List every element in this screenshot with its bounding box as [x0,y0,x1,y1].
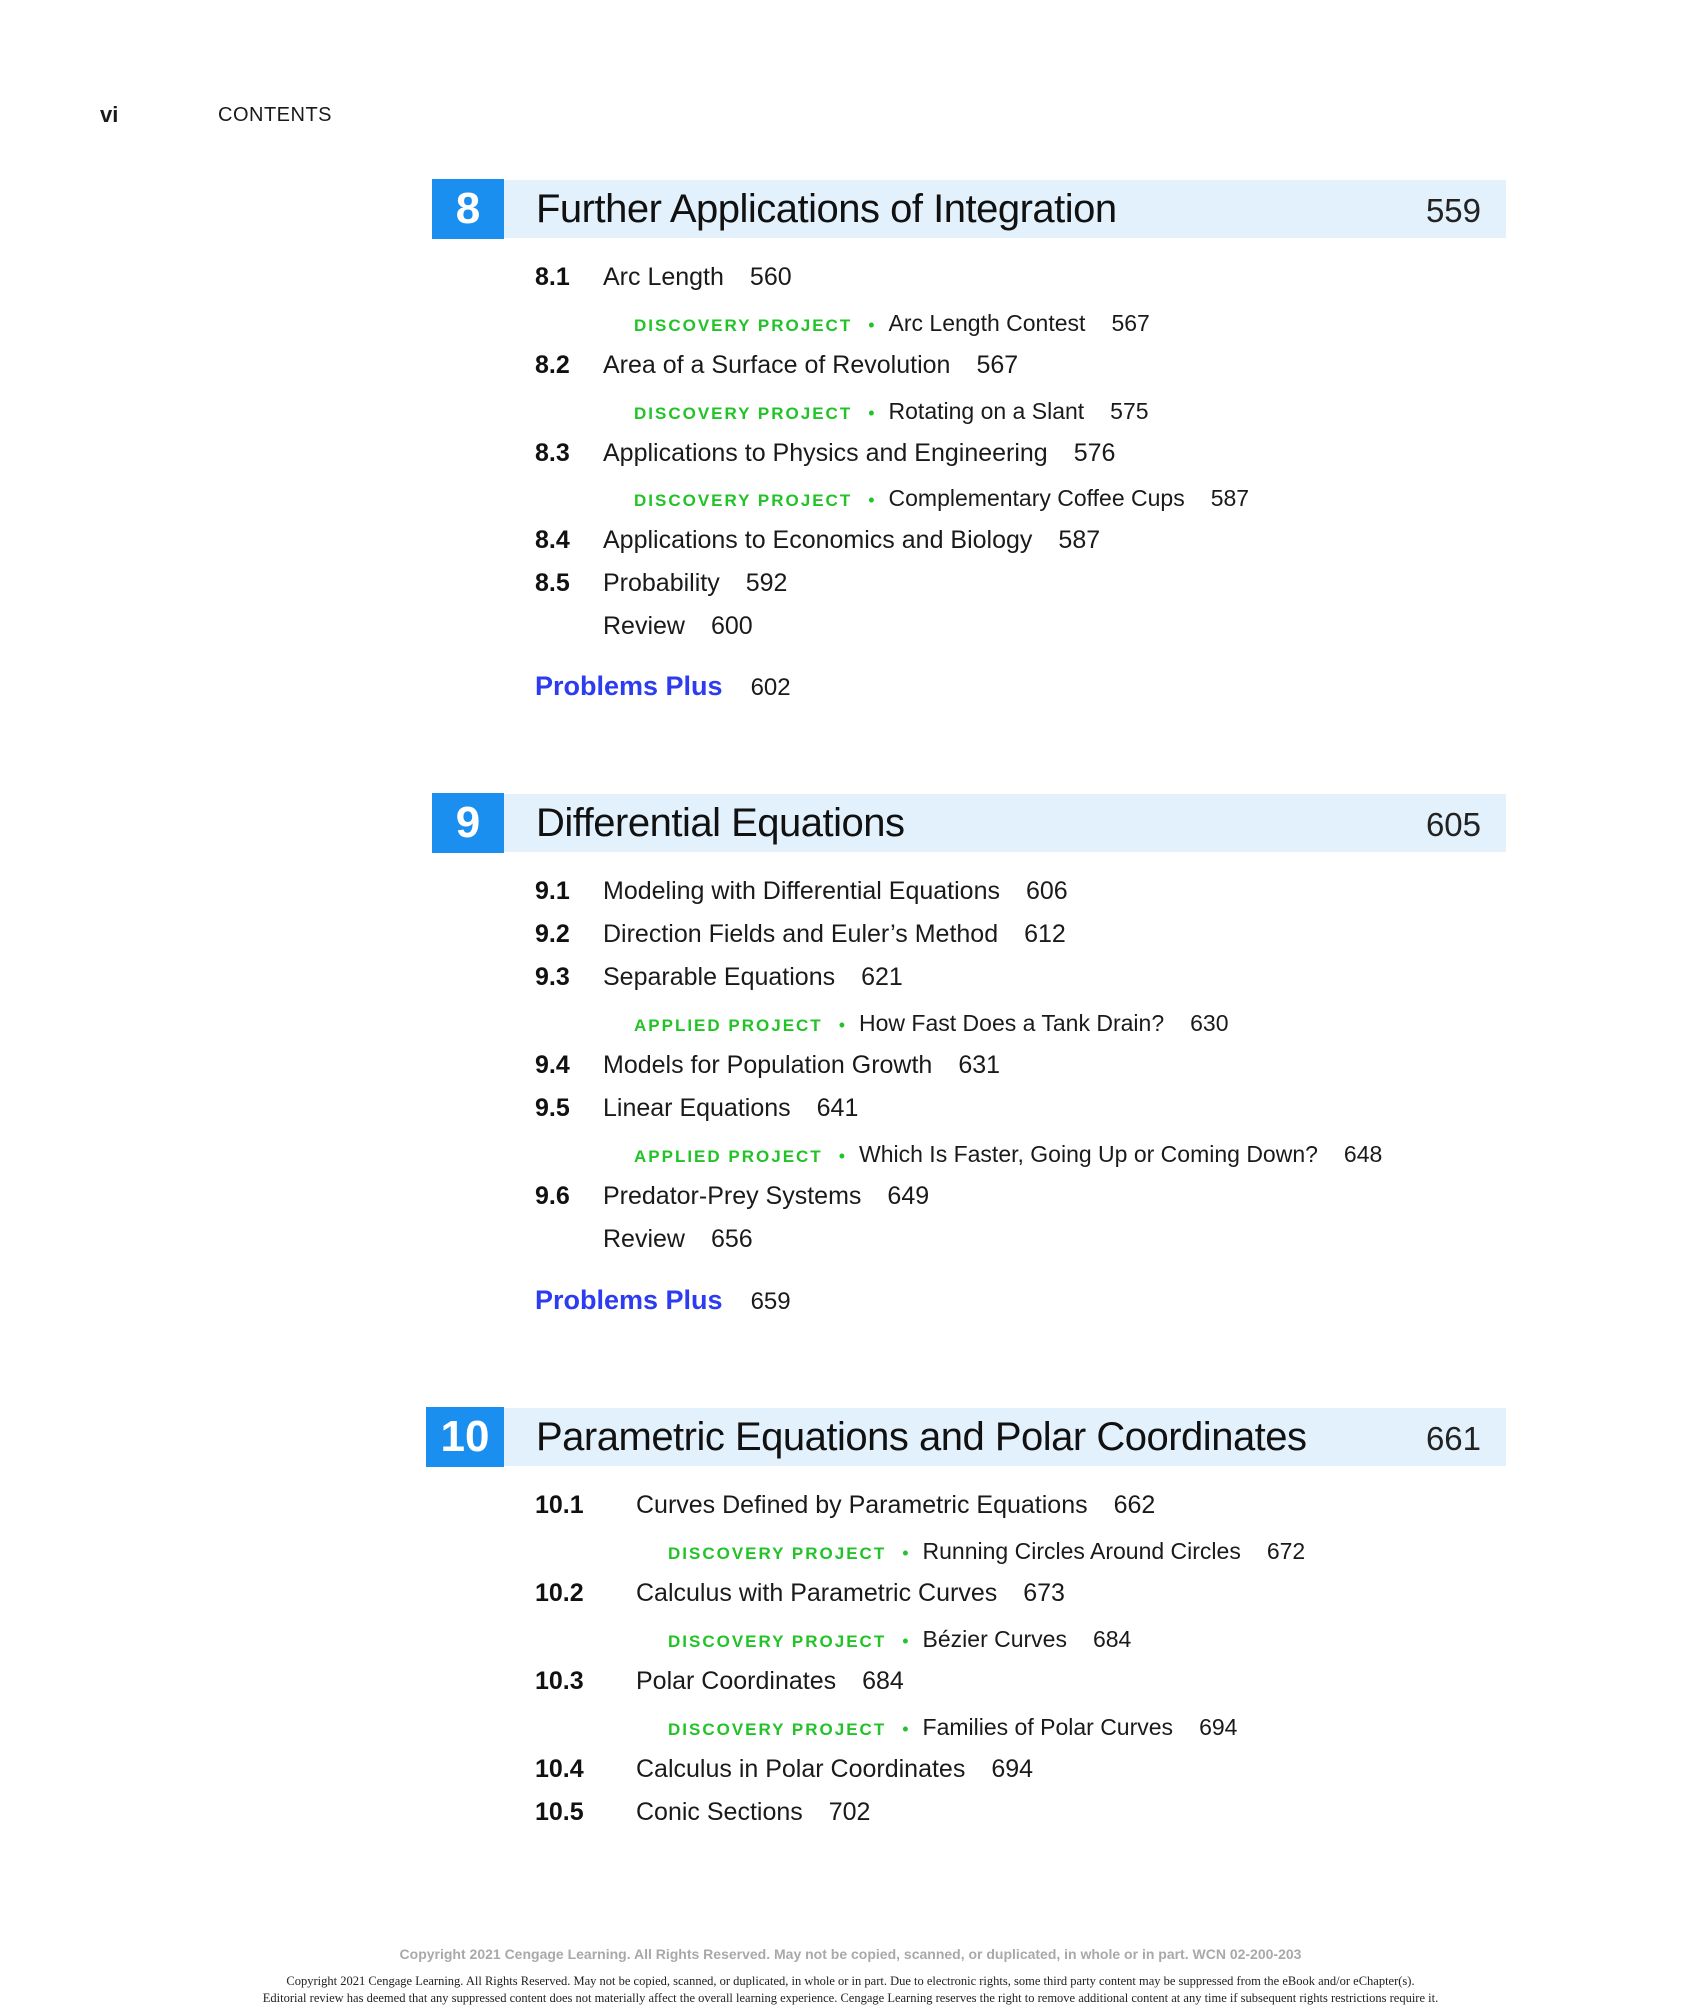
project-kind: DISCOVERY PROJECT [668,1720,887,1739]
project-page: 630 [1190,1010,1229,1036]
bullet-icon: • [868,490,875,510]
section-page: 600 [710,612,753,640]
bullet-icon: • [902,1543,909,1563]
toc-entry[interactable] [535,1667,904,1696]
project-page: 587 [1210,485,1250,511]
chapter-page: 559 [1425,192,1481,229]
project-kind: DISCOVERY PROJECT [634,404,853,423]
section-number: 9.2 [535,920,570,948]
project-title: Arc Length Contest [888,310,1086,336]
chapter-number: 9 [432,793,504,853]
section-title: Probability [603,569,720,597]
section-page: 606 [1026,877,1068,905]
section-page: 662 [1113,1491,1156,1519]
toc-entry[interactable] [535,920,1066,949]
section-number: 9.3 [535,963,570,991]
toc-entry-review[interactable] [603,612,753,641]
toc-entry[interactable] [535,1579,1065,1608]
section-title: Arc Length [603,263,724,291]
bullet-icon: • [868,403,875,423]
section-title: Area of a Surface of Revolution [603,351,951,379]
project-entry[interactable] [634,398,1149,425]
section-title: Applications to Physics and Engineering [603,439,1048,467]
chapter-title: Parametric Equations and Polar Coordinates [536,1415,1307,1459]
section-title: Separable Equations [603,963,836,991]
project-kind: APPLIED PROJECT [634,1147,823,1166]
section-number: 8.2 [535,351,570,379]
project-entry[interactable] [634,1141,1382,1168]
project-kind: DISCOVERY PROJECT [668,1632,887,1651]
section-title: Curves Defined by Parametric Equations [636,1491,1088,1519]
section-number: 10.2 [535,1579,584,1607]
bullet-icon: • [902,1719,909,1739]
toc-entry-review[interactable] [603,1225,753,1254]
copyright-notice-line: Editorial review has deemed that any suppressed content does not materially affect the overall learning experience. Cengage Learning reserves the right to remove additional content at any time if subsequent rights restrictions require it. [262,1991,1439,2005]
section-title: Review [603,612,685,640]
project-kind: DISCOVERY PROJECT [634,491,853,510]
copyright-watermark: Copyright 2021 Cengage Learning. All Rights Reserved. May not be copied, scanned, or duplicated, in whole or in part. WCN 02-200-203 [399,1946,1302,1962]
section-title: Polar Coordinates [636,1667,837,1695]
section-number: 10.4 [535,1755,584,1783]
chapter-page: 661 [1425,1420,1481,1457]
problems-plus-label: Problems Plus [535,1285,723,1315]
project-title: Complementary Coffee Cups [888,485,1185,511]
project-page: 694 [1199,1714,1238,1740]
section-number: 10.5 [535,1798,584,1826]
bullet-icon: • [902,1631,909,1651]
section-title: Direction Fields and Euler’s Method [603,920,999,948]
section-page: 576 [1073,439,1116,467]
section-title: Calculus in Polar Coordinates [636,1755,966,1783]
toc-entry[interactable] [535,1491,1156,1520]
copyright-notice [0,1973,1701,2007]
section-page: 592 [745,569,788,597]
section-number: 10.3 [535,1667,584,1695]
project-kind: DISCOVERY PROJECT [634,316,853,335]
bullet-icon: • [838,1146,846,1166]
project-page: 567 [1111,310,1150,336]
chapter-page: 605 [1425,806,1481,843]
toc-entry[interactable] [535,1051,1001,1080]
project-title: How Fast Does a Tank Drain? [859,1010,1165,1036]
project-page: 575 [1110,398,1149,424]
project-title: Families of Polar Curves [922,1714,1174,1740]
page-folio: vi [100,102,119,127]
bullet-icon: • [838,1015,846,1035]
toc-entry[interactable] [535,263,792,292]
problems-plus-entry[interactable] [535,671,791,702]
section-page: 631 [958,1051,1001,1079]
section-title: Review [603,1225,685,1253]
section-number: 9.6 [535,1182,570,1210]
toc-entry[interactable] [535,1182,930,1211]
project-title: Which Is Faster, Going Up or Coming Down? [859,1141,1318,1167]
section-number: 9.1 [535,877,570,905]
section-page: 560 [749,263,792,291]
project-kind: APPLIED PROJECT [634,1016,823,1035]
project-title: Running Circles Around Circles [922,1538,1241,1564]
section-title: Calculus with Parametric Curves [636,1579,998,1607]
section-page: 673 [1023,1579,1065,1607]
project-kind: DISCOVERY PROJECT [668,1544,887,1563]
project-entry[interactable] [668,1714,1237,1741]
section-title: Models for Population Growth [603,1051,933,1079]
section-page: 621 [861,963,903,991]
project-title: Bézier Curves [922,1626,1067,1652]
toc-entry[interactable] [535,877,1068,906]
project-title: Rotating on a Slant [888,398,1085,424]
section-page: 702 [828,1798,871,1826]
section-title: Conic Sections [636,1798,803,1826]
problems-plus-page: 602 [750,674,791,701]
project-entry[interactable] [634,310,1150,337]
section-page: 587 [1058,526,1101,554]
problems-plus-entry[interactable] [535,1285,791,1316]
copyright-notice-line: Copyright 2021 Cengage Learning. All Rights Reserved. May not be copied, scanned, or duplicated, in whole or in part. Due to electronic rights, some third party content may be suppressed from the eBook and/or eChapter(s). [286,1974,1415,1988]
section-page: 567 [976,351,1019,379]
section-title: Modeling with Differential Equations [603,877,1000,905]
project-entry[interactable] [668,1626,1131,1653]
project-page: 684 [1092,1626,1132,1652]
section-number: 10.1 [535,1491,584,1519]
toc-entry[interactable] [535,1755,1034,1784]
section-title: Applications to Economics and Biology [603,526,1033,554]
project-entry[interactable] [634,485,1249,512]
chapter-number: 8 [432,179,504,239]
problems-plus-label: Problems Plus [535,671,723,701]
project-entry[interactable] [668,1538,1305,1565]
toc-entry[interactable] [535,1798,871,1827]
chapter-number: 10 [426,1407,504,1467]
section-page: 649 [887,1182,930,1210]
project-entry[interactable] [634,1010,1229,1037]
running-title: CONTENTS [218,104,332,126]
section-page: 641 [816,1094,859,1122]
section-page: 694 [991,1755,1034,1783]
problems-plus-page: 659 [750,1288,791,1315]
bullet-icon: • [868,315,875,335]
section-number: 8.5 [535,569,570,597]
toc-entry[interactable] [535,963,903,992]
section-number: 8.4 [535,526,570,554]
toc-entry[interactable] [535,569,788,598]
section-number: 8.3 [535,439,570,467]
chapter-title: Further Applications of Integration [536,187,1117,231]
section-number: 9.5 [535,1094,570,1122]
toc-entry[interactable] [535,439,1116,468]
toc-entry[interactable] [535,526,1101,555]
section-page: 684 [862,1667,904,1695]
project-page: 672 [1266,1538,1306,1564]
project-page: 648 [1343,1141,1383,1167]
toc-entry[interactable] [535,351,1019,380]
section-page: 656 [710,1225,753,1253]
toc-entry[interactable] [535,1094,859,1123]
section-title: Predator-Prey Systems [603,1182,862,1210]
section-number: 9.4 [535,1051,570,1079]
section-number: 8.1 [535,263,570,291]
section-page: 612 [1024,920,1066,948]
chapter-title: Differential Equations [536,801,905,845]
section-title: Linear Equations [603,1094,791,1122]
